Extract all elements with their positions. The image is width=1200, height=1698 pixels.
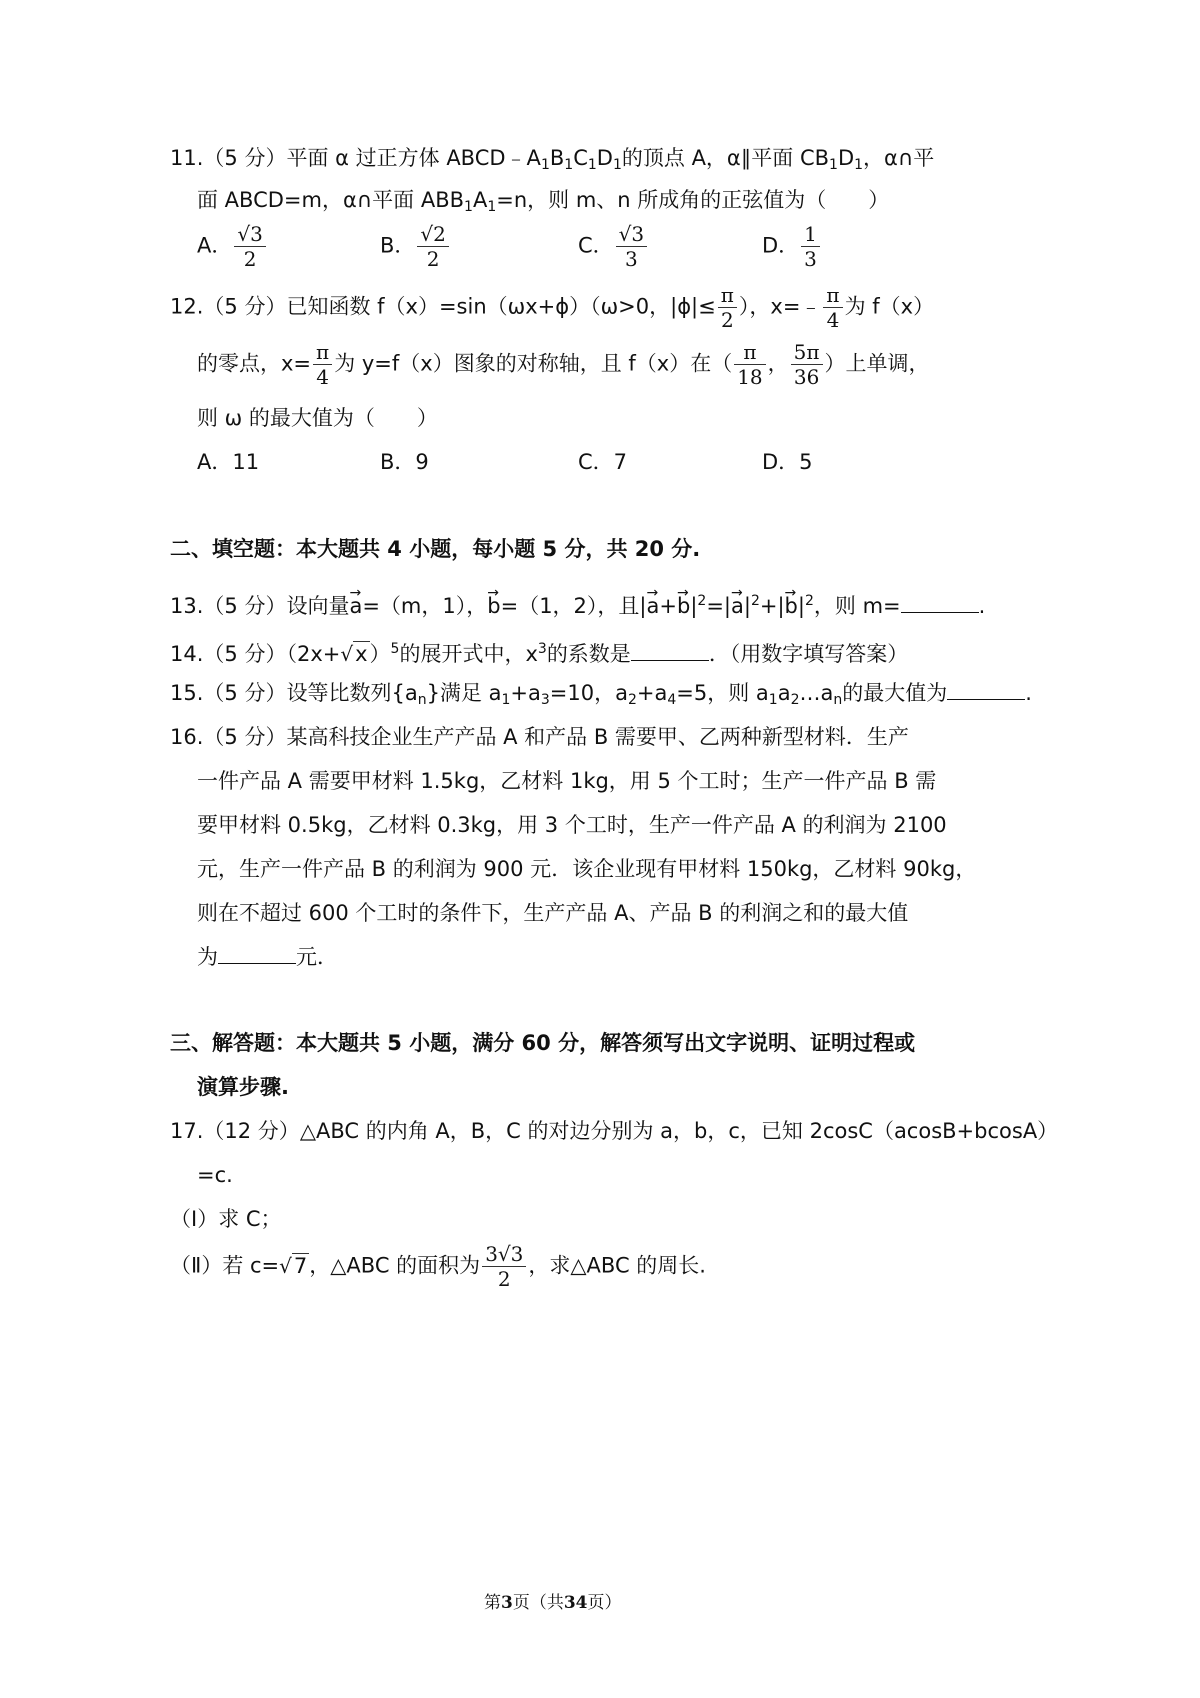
question-16-line2: 一件产品 A 需要甲材料 1.5kg，乙材料 1kg，用 5 个工时；生产一件产品 B 需 [197,769,937,793]
square-root [279,1254,309,1278]
question-text: 已知函数 f（x）=sin（ωx+ϕ）（ω>0，|ϕ|≤ [286,294,716,319]
denominator: 2 [426,247,440,271]
fraction [417,222,448,271]
option-12-a [197,447,259,477]
question-text: =| [706,594,731,618]
question-score: （5 分） [203,146,287,170]
question-16-line5: 则在不超过 600 个工时的条件下，生产产品 A、产品 B 的利润之和的最大值 [197,901,909,925]
question-16-line3: 要甲材料 0.5kg，乙材料 0.3kg，用 3 个工时，生产一件产品 A 的利润为 2100 [197,813,947,837]
subscript: 1 [768,692,778,708]
section-2-heading: 二、填空题：本大题共 4 小题，每小题 5 分，共 20 分. [170,537,701,561]
question-text: =5，则 a [676,681,769,705]
question-text: B [549,146,565,170]
question-text: D [837,146,855,170]
question-text: =10，a [549,681,628,705]
question-text: ， [767,351,789,376]
superscript: 2 [804,593,814,609]
fraction [718,283,737,332]
fraction [791,340,823,389]
subscript: 4 [667,692,677,708]
question-17-line2: =c. [197,1163,233,1187]
question-17-part-1: （Ⅰ）求 C； [170,1207,282,1231]
radical-sign-icon: √ [279,1253,292,1278]
numerator: 3√3 [482,1242,526,1267]
question-text: + [659,594,677,618]
option-label: C． [578,450,614,474]
fraction [734,340,765,389]
question-text: +| [759,594,785,618]
footer-text: 第 [484,1593,501,1613]
question-text: +a [510,681,541,705]
question-text: ） [369,642,391,666]
option-value: 5 [799,450,813,474]
option-11-d [762,222,822,271]
fraction [823,283,842,332]
question-text: 元． [296,945,338,969]
question-number: 12. [170,294,204,319]
question-16-line6 [197,942,338,972]
subscript: 2 [627,692,637,708]
option-label: D． [762,450,800,474]
section-3-heading-line2: 演算步骤. [197,1075,289,1099]
numerator: 5π [791,340,823,365]
question-score: （5 分） [203,594,287,618]
question-text: ，α∩平 [863,146,935,170]
subscript: 2 [790,692,800,708]
question-text: =（1，2），且| [500,594,647,618]
option-label: B． [380,233,416,258]
subscript: 1 [854,157,864,173]
question-16 [170,722,909,752]
question-text: 为 [197,945,218,969]
question-text: . [1025,681,1032,705]
denominator: 4 [316,365,329,389]
question-text: 设等比数列{a [286,681,418,705]
question-text: ），x=﹣ [738,294,822,319]
option-label: D． [762,233,800,258]
question-number: 15. [170,681,204,705]
footer-text: 页） [587,1593,622,1613]
question-text: 的展开式中，x [399,642,538,666]
question-text: =n，则 m、n 所成角的正弦值为（ ） [496,188,890,212]
answer-blank [631,660,709,661]
denominator: 4 [826,308,840,332]
question-14 [170,634,908,669]
numerator: 1 [801,222,820,247]
question-text: D [596,146,613,170]
answer-blank [947,699,1025,700]
question-12-line3 [197,403,438,433]
question-text: 的最大值为 [842,681,948,705]
denominator: 2 [497,1267,511,1291]
fraction [801,222,820,271]
question-score: （5 分） [203,294,287,319]
vector-b: → b [785,591,798,621]
question-score: （5 分） [203,642,287,666]
numerator: √2 [417,222,448,247]
page-number: 3 [501,1593,513,1613]
fraction [234,222,265,271]
question-text: ，求△ABC 的周长. [528,1253,706,1278]
subscript: 1 [487,199,497,215]
question-text: 的顶点 A，α∥平面 CB [621,146,830,170]
question-11 [170,143,934,180]
vector-a: → a [647,591,660,621]
question-text: ，△ABC 的面积为 [309,1253,481,1278]
question-text: ）上单调， [824,351,930,376]
superscript: 2 [697,593,707,609]
question-score: （12 分） [203,1119,300,1143]
question-score: （5 分） [203,681,287,705]
radicand: x [355,642,368,666]
option-label: A． [197,450,233,474]
question-text: . [978,594,986,618]
question-text: 平面 α 过正方体 ABCD﹣A [286,146,541,170]
vector-a: → a [731,591,744,621]
answer-blank [218,963,296,964]
question-text: A [472,188,488,212]
question-number: 17. [170,1119,204,1143]
superscript: 3 [537,641,547,657]
option-11-c [578,222,649,271]
question-12 [170,283,934,332]
question-12-line2 [197,340,930,389]
subscript: 1 [540,157,550,173]
subscript: 1 [501,692,511,708]
question-text: △ABC 的内角 A，B，C 的对边分别为 a，b，c，已知 2cosC（acosB+bcosA） [299,1119,1059,1143]
numerator: π [718,283,737,308]
subscript: n [417,692,427,708]
total-pages: 34 [563,1593,588,1613]
numerator: π [734,340,765,365]
option-label: C． [578,233,614,258]
denominator: 3 [625,247,638,271]
question-16-line4: 元，生产一件产品 B 的利润为 900 元．该企业现有甲材料 150kg，乙材料 90kg， [197,857,977,881]
question-text: | [743,594,751,618]
denominator: 2 [720,308,734,332]
subscript: n [833,692,843,708]
fraction [482,1242,526,1291]
option-11-b [380,222,451,271]
option-11-a [197,222,268,271]
option-value: 7 [613,450,628,474]
numerator: π [313,340,332,365]
option-value: 9 [415,450,429,474]
question-text: +a [636,681,668,705]
option-label: A． [197,233,233,258]
question-text: 为 y=f（x）图象的对称轴，且 f（x）在（ [334,351,733,376]
question-17 [170,1116,1058,1146]
denominator: 3 [804,247,817,271]
question-11-line2 [197,185,889,222]
question-text: 的零点，x= [197,351,312,376]
question-17-part-2 [170,1242,706,1291]
question-text: C [573,146,588,170]
option-label: B． [380,450,416,474]
question-text: | [797,594,805,618]
question-number: 11. [170,146,204,170]
vector-a: → a [349,591,362,621]
question-number: 16. [170,725,204,749]
denominator: 18 [737,365,763,389]
question-13 [170,586,985,621]
vector-b: → b [487,591,500,621]
denominator: 2 [243,247,257,271]
question-text: （2x+ [286,642,341,666]
subscript: 1 [464,199,473,215]
radicand: 7 [293,1253,308,1278]
fraction [616,222,647,271]
question-text: （Ⅱ）若 c= [170,1253,280,1278]
vector-b: → b [677,591,690,621]
footer-text: 页（共 [512,1593,564,1613]
question-text: 设向量 [286,594,350,618]
question-text: 则 ω 的最大值为（ ） [197,406,438,430]
question-text: 的系数是 [546,642,631,666]
numerator: π [823,283,842,308]
question-text: ，则 m= [813,594,901,618]
option-12-d [762,447,813,477]
numerator: √3 [234,222,265,247]
superscript: 5 [390,641,400,657]
question-text: 某高科技企业生产产品 A 和产品 B 需要甲、乙两种新型材料．生产 [286,725,909,749]
page-footer [484,1588,622,1613]
option-value: 11 [232,450,260,474]
question-score: （5 分） [203,725,287,749]
subscript: 1 [829,157,838,173]
superscript: 2 [750,593,760,609]
question-text: 面 ABCD=m，α∩平面 ABB [197,188,465,212]
question-text: | [690,594,698,618]
numerator: √3 [616,222,647,247]
fraction [313,340,332,389]
question-15 [170,678,1032,715]
question-number: 14. [170,642,204,666]
question-text: 为 f（x） [844,294,935,319]
subscript: 3 [540,692,550,708]
question-text: }满足 a [426,681,502,705]
subscript: 1 [612,157,622,173]
question-text: …a [799,681,834,705]
section-3-heading: 三、解答题：本大题共 5 小题，满分 60 分，解答须写出文字说明、证明过程或 [170,1031,916,1055]
question-number: 13. [170,594,204,618]
square-root [340,639,369,669]
question-text: =（m，1）， [362,594,488,618]
answer-blank [901,612,979,613]
subscript: 1 [587,157,597,173]
option-12-c [578,447,627,477]
option-12-b [380,447,429,477]
question-text: ．（用数字填写答案） [708,642,909,666]
question-text: a [777,681,791,705]
radical-sign-icon: √ [340,642,354,666]
denominator: 36 [793,365,820,389]
subscript: 1 [564,157,574,173]
